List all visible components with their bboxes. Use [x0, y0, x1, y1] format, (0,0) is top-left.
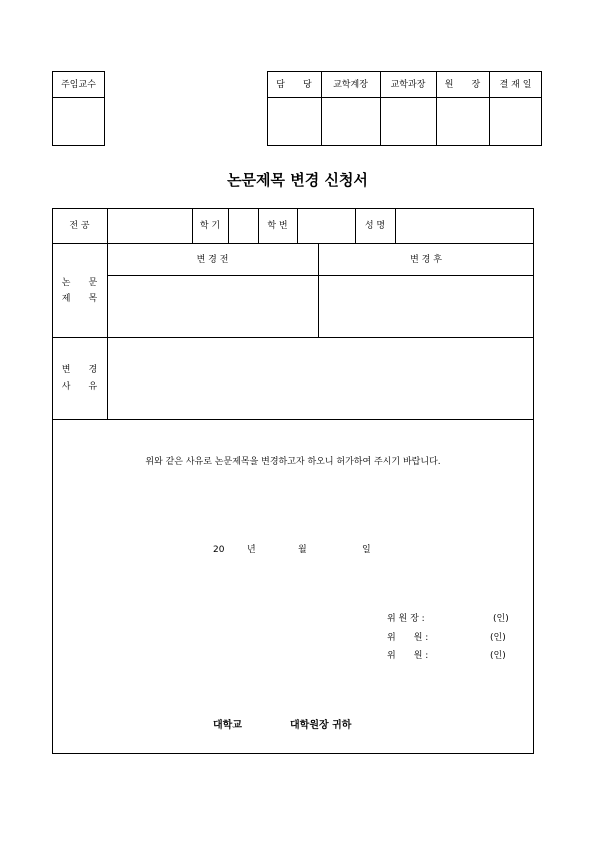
addressee-dean: 대학원장 귀하: [290, 720, 352, 731]
approval-cell-division-chief[interactable]: [381, 98, 435, 145]
change-reason-label-line1: 변 경: [61, 365, 98, 375]
date-year-prefix: 20: [213, 545, 225, 555]
signature-role-member: 위 원 :: [387, 651, 429, 661]
major-field[interactable]: [108, 209, 191, 242]
signature-role-chair: 위 원 장 :: [387, 614, 425, 624]
thesis-title-label-line2: 제 목: [61, 294, 98, 304]
signature-seal-member[interactable]: (인): [490, 633, 506, 643]
approval-header-division-chief: 교학과장: [390, 80, 426, 90]
advisor-label: 주임교수: [61, 80, 96, 90]
name-field[interactable]: [396, 209, 533, 242]
name-label: 성 명: [364, 221, 386, 231]
addressee-university: 대학교: [213, 720, 242, 731]
approval-header-dean: 원 장: [444, 80, 481, 90]
info-row-bottom: [52, 243, 534, 244]
date-day-label: 일: [362, 545, 371, 555]
date-month-label: 월: [298, 545, 307, 555]
semester-label: 학 기: [199, 221, 221, 231]
approval-header-staff: 담 당: [276, 80, 312, 90]
change-reason-label-line2: 사 유: [61, 382, 98, 392]
major-label: 전 공: [69, 221, 90, 231]
approval-cell-staff[interactable]: [268, 98, 320, 145]
signature-role-member: 위 원 :: [387, 633, 429, 643]
approval-cell-date[interactable]: [490, 98, 541, 145]
thesis-title-label-line1: 논 문: [61, 278, 98, 288]
change-reason-field[interactable]: [108, 338, 533, 418]
advisor-signature-area[interactable]: [53, 98, 104, 145]
after-change-header: 변 경 후: [410, 255, 442, 265]
student-id-field[interactable]: [298, 209, 354, 242]
approval-cell-section-chief[interactable]: [322, 98, 379, 145]
student-id-label: 학 번: [267, 221, 288, 231]
approval-header-section-chief: 교학계장: [333, 80, 368, 90]
before-change-header: 변 경 전: [196, 255, 229, 265]
approval-cell-dean[interactable]: [437, 98, 488, 145]
approval-header-date: 결 재 일: [499, 80, 532, 90]
before-change-field[interactable]: [108, 276, 317, 336]
date-year-label: 년: [247, 545, 256, 555]
change-reason-bottom: [52, 419, 534, 420]
signature-seal-chair[interactable]: (인): [493, 614, 509, 624]
semester-field[interactable]: [229, 209, 257, 242]
signature-seal-member[interactable]: (인): [490, 651, 506, 661]
request-statement: 위와 같은 사유로 논문제목을 변경하고자 하오니 허가하여 주시기 바랍니다.: [145, 457, 441, 467]
after-change-field[interactable]: [319, 276, 533, 336]
form-title: 논문제목 변경 신청서: [227, 171, 368, 189]
